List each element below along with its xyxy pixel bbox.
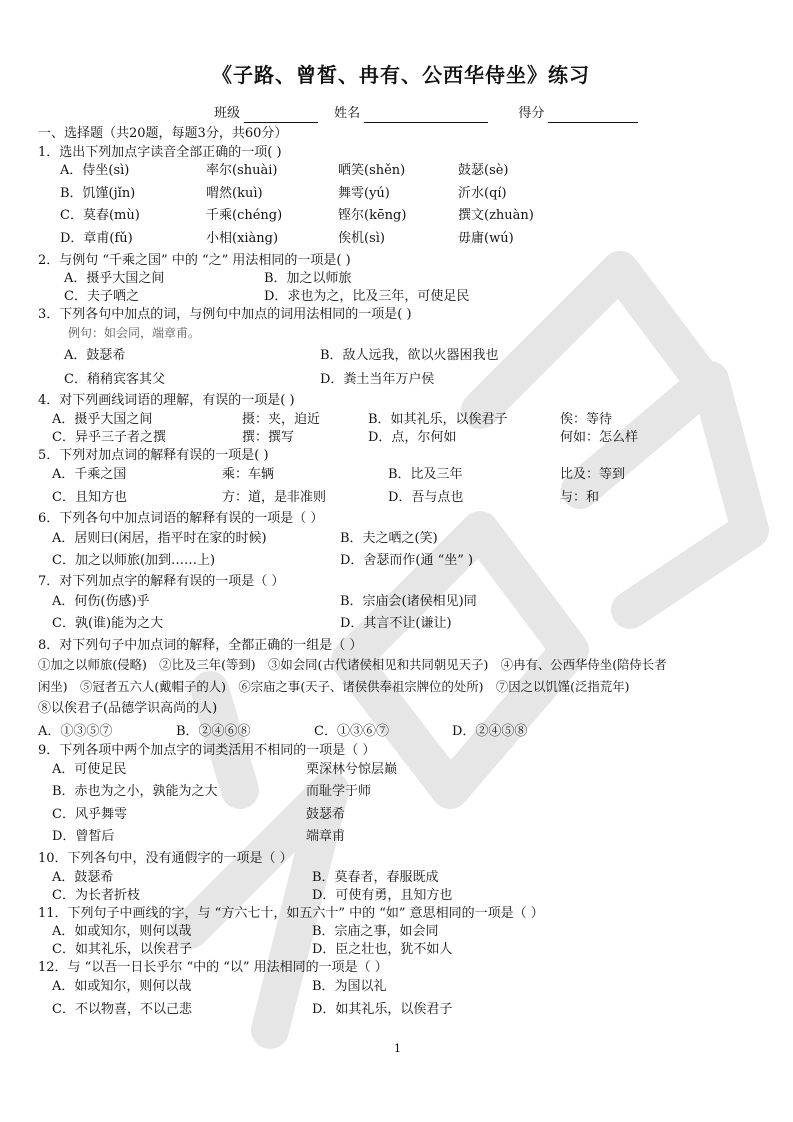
page-title: 《子路、曾皙、冉有、公西华侍坐》练习	[212, 63, 590, 87]
q4-explanation: 撰：撰写	[242, 430, 295, 445]
question-4-stem: 4．对下列画线词语的理解，有误的一项是( )	[38, 393, 295, 408]
q2-option-a: A．摄乎大国之间	[64, 271, 165, 286]
q3-option-c: C．稍稍宾客其父	[64, 372, 165, 387]
question-1-stem: 1．选出下列加点字读音全部正确的一项( )	[38, 145, 282, 160]
class-blank	[244, 108, 318, 123]
question-3-stem: 3．下列各句中加点的词，与例句中加点的词用法相同的一项是( )	[38, 307, 412, 322]
q6-option-b: B．夫之哂之(笑)	[340, 531, 438, 546]
q10-option-c: C．为长者折枝	[52, 888, 140, 903]
q8-option-a: A．①③⑤⑦	[38, 724, 113, 739]
q7-option-c: C．孰(谁)能为之大	[52, 616, 164, 631]
q1-option: B．饥馑(jǐn)	[60, 186, 136, 201]
q1-option: 小相(xiàng)	[206, 231, 279, 246]
name-blank	[364, 108, 488, 123]
q1-option: 率尔(shuài)	[206, 163, 278, 178]
q11-option-b: B．宗庙之事，如会同	[312, 924, 439, 939]
q1-option: 舞雩(yú)	[338, 186, 390, 201]
q1-option: 哂笑(shěn)	[338, 163, 406, 178]
question-9-stem: 9．下列各项中两个加点字的词类活用不相同的一项是（ ）	[38, 743, 376, 758]
q12-option-c: C．不以物喜，不以己悲	[52, 1002, 192, 1017]
q2-option-c: C．夫子哂之	[64, 289, 139, 304]
q9-pair: 而耻学于师	[306, 784, 372, 799]
q6-option-c: C．加之以师旅(加到……上)	[52, 553, 216, 568]
q5-explanation: 方：道，是非准则	[222, 490, 327, 505]
q10-option-a: A．鼓瑟希	[52, 870, 114, 885]
name-label: 姓名	[334, 106, 361, 121]
q10-option-d: D．可使有勇，且知方也	[312, 888, 453, 903]
q2-option-b: B．加之以师旅	[264, 271, 352, 286]
q8-option-d: D．②④⑤⑧	[452, 724, 528, 739]
q1-option: C．莫春(mù)	[60, 208, 140, 223]
q12-option-d: D．如其礼乐，以俟君子	[312, 1002, 453, 1017]
q1-option: 俟机(sì)	[338, 231, 385, 246]
q5-option: C．且知方也	[52, 490, 127, 505]
class-label: 班级	[214, 106, 241, 121]
q9-pair: 栗深林兮惊层巅	[306, 762, 398, 777]
q10-option-b: B．莫春者，春服既成	[312, 870, 439, 885]
q1-option: D．章甫(fǔ)	[60, 231, 133, 246]
q7-option-a: A．何伤(伤感)乎	[52, 594, 150, 609]
q3-option-d: D．粪土当年万户侯	[320, 372, 435, 387]
q2-option-d: D．求也为之，比及三年，可使足民	[264, 289, 470, 304]
q4-option: A．摄乎大国之间	[52, 412, 153, 427]
q4-option: B．如其礼乐，以俟君子	[368, 412, 508, 427]
q5-explanation: 与：和	[560, 490, 600, 505]
q8-option-b: B．②④⑥⑧	[176, 724, 251, 739]
q8-option-c: C．①③⑥⑦	[314, 724, 389, 739]
question-7-stem: 7．对下列加点字的解释有误的一项是（ ）	[38, 574, 285, 589]
q7-option-b: B．宗庙会(诸侯相见)同	[340, 594, 477, 609]
question-12-stem: 12．与 “以吾一日长乎尔 “中的 “以” 用法相同的一项是（ ）	[38, 960, 388, 975]
q9-option: A．可使足民	[52, 762, 127, 777]
q11-option-c: C．如其礼乐，以俟君子	[52, 942, 192, 957]
q4-explanation: 摄：夹，迫近	[242, 412, 321, 427]
q9-pair: 鼓瑟希	[306, 807, 346, 822]
q6-option-d: D．舍瑟而作(通 “坐” )	[340, 553, 474, 568]
q9-pair: 端章甫	[306, 829, 346, 844]
section-heading: 一、选择题（共20题，每题3分，共60分）	[38, 126, 288, 141]
q6-option-a: A．居则曰(闲居，指平时在家的时候)	[52, 531, 267, 546]
q1-option: 铿尔(kēng)	[338, 208, 407, 223]
q5-explanation: 比及：等到	[560, 467, 626, 482]
q8-item-line: 闲坐) ⑤冠者五六人(戴帽子的人) ⑥宗庙之事(天子、诸侯供奉祖宗牌位的处所) ⑦因之以饥馑(泛指荒年)	[38, 679, 630, 694]
q5-option: A．千乘之国	[52, 467, 127, 482]
score-blank	[548, 108, 638, 123]
q1-option: A．侍坐(sì)	[60, 163, 130, 178]
q1-option: 沂水(qí)	[458, 186, 507, 201]
score-label: 得分	[518, 106, 545, 121]
q4-option: C．异乎三子者之撰	[52, 430, 166, 445]
student-info-line	[214, 105, 642, 123]
q8-item-line: ⑧以俟君子(品德学识高尚的人)	[38, 701, 218, 716]
q1-option: 毋庸(wú)	[458, 231, 514, 246]
q11-option-d: D．臣之壮也，犹不如人	[312, 942, 453, 957]
question-8-stem: 8．对下列句子中加点词的解释，全都正确的一组是（ ）	[38, 638, 363, 653]
q5-explanation: 乘：车辆	[222, 467, 275, 482]
q3-option-b: B．敌人远我，欲以火器困我也	[320, 348, 499, 363]
q12-option-a: A．如或知尔，则何以哉	[52, 979, 192, 994]
q8-item-line: ①加之以师旅(侵略) ②比及三年(等到) ③如会同(古代诸侯相见和共同朝见天子) ④冉有、公西华侍坐(陪侍长者	[38, 657, 667, 672]
q1-option: 撰文(zhuàn)	[458, 208, 534, 223]
q1-option: 喟然(kuì)	[206, 186, 263, 201]
question-5-stem: 5．下列对加点词的解释有误的一项是( )	[38, 448, 269, 463]
q11-option-a: A．如或知尔，则何以哉	[52, 924, 192, 939]
q1-option: 鼓瑟(sè)	[458, 163, 509, 178]
question-2-stem: 2．与例句 “千乘之国” 中的 “之” 用法相同的一项是( )	[38, 253, 351, 268]
q9-option: C．风乎舞雩	[52, 807, 127, 822]
question-11-stem: 11．下列句子中画线的字，与 “方六七十，如五六十” 中的 “如” 意思相同的一项是（ ）	[38, 906, 544, 921]
q1-option: 千乘(chéng)	[206, 208, 283, 223]
page-number: 1	[394, 1042, 401, 1055]
question-6-stem: 6．下列各句中加点词语的解释有误的一项是（ ）	[38, 511, 324, 526]
question-10-stem: 10．下列各句中，没有通假字的一项是（ ）	[38, 851, 293, 866]
q4-explanation: 何如：怎么样	[560, 430, 639, 445]
q4-option: D．点，尔何如	[368, 430, 457, 445]
q4-explanation: 俟：等待	[560, 412, 613, 427]
q9-option: D．曾皙后	[52, 829, 115, 844]
q12-option-b: B．为国以礼	[312, 979, 387, 994]
q7-option-d: D．其言不让(谦让)	[340, 616, 452, 631]
q5-option: B．比及三年	[388, 467, 463, 482]
q3-example: 例句：如会同，端章甫。	[68, 326, 201, 340]
q5-option: D．吾与点也	[388, 490, 464, 505]
q3-option-a: A．鼓瑟希	[64, 348, 126, 363]
q9-option: B．赤也为之小，孰能为之大	[52, 784, 218, 799]
